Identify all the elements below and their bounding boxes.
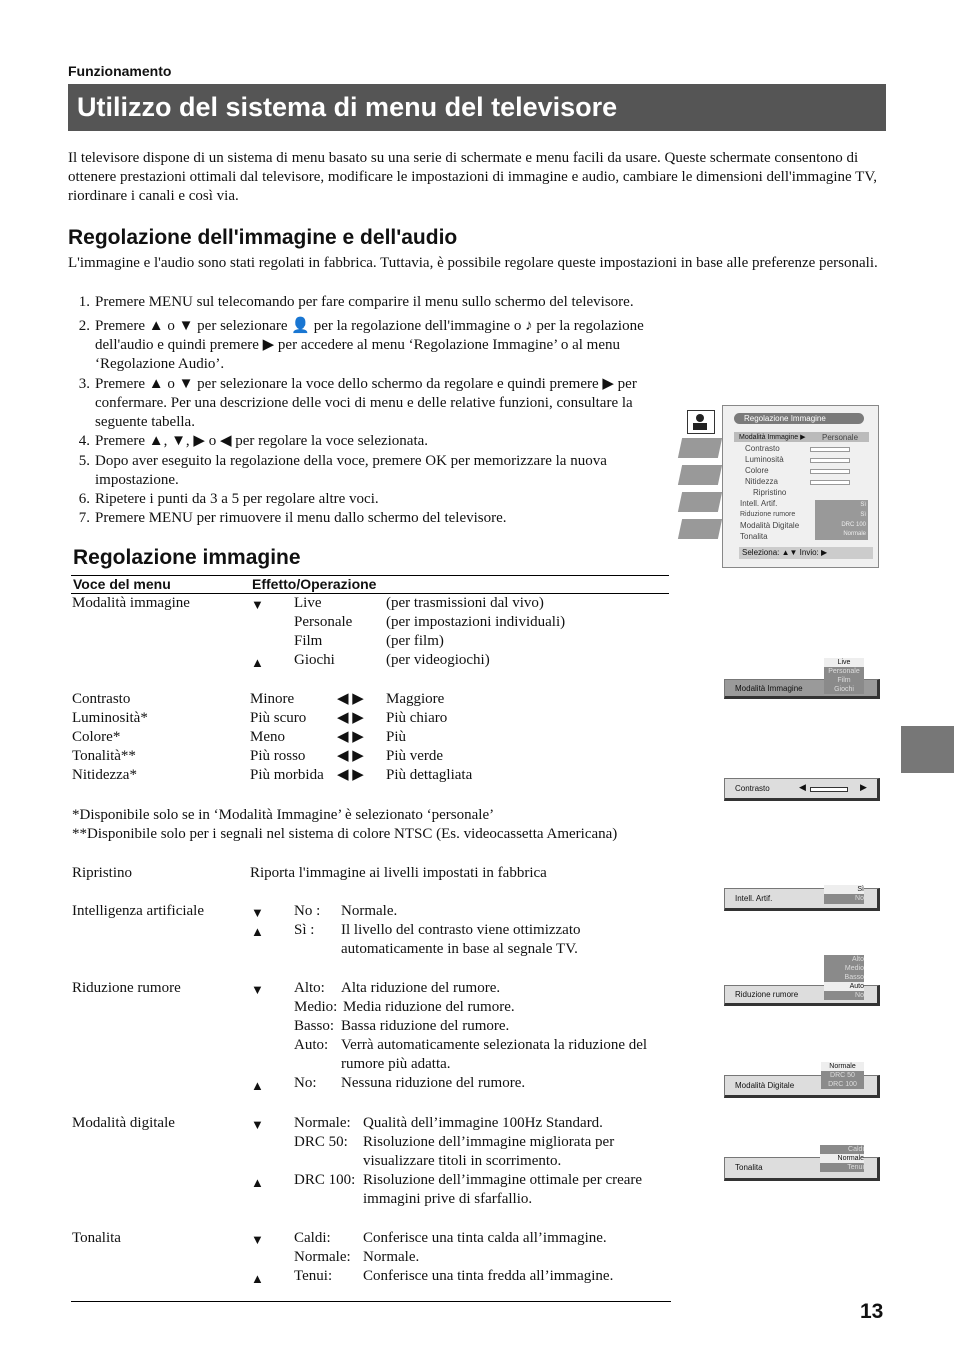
arrow-down-icon: ▼ xyxy=(251,1232,264,1247)
left-right-arrows-icon: ◀ ▶ xyxy=(337,691,364,707)
left-right-arrows-icon: ◀ ▶ xyxy=(337,767,364,783)
arrow-down-icon: ▼ xyxy=(251,597,264,612)
footnote-1: *Disponibile solo se in ‘Modalità Immagine’ è selezionato ‘personale’ xyxy=(72,807,495,823)
left-right-arrows-icon: ◀ ▶ xyxy=(337,710,364,726)
left-right-arrows-icon: ◀ ▶ xyxy=(337,729,364,745)
arrow-down-icon: ▼ xyxy=(251,905,264,920)
osd-panel-tonalita: Tonalita Caldi Normale Tenui xyxy=(724,1145,880,1181)
heading-image: Regolazione immagine xyxy=(73,546,301,569)
row-rumore: Riduzione rumore ▼ ▲ Alto: Alta riduzione del rumore. Medio: Media riduzione del rumore. Basso: Bassa riduzione del rumore. Auto: Verrà automaticamente selezionata la riduzione del rumore più adatta. No: Nessuna riduzione del rumore. xyxy=(72,980,648,1093)
table-header xyxy=(71,575,669,594)
arrow-up-icon: ▲ xyxy=(251,924,264,939)
osd-panel-intell: Intell. Artif. Sì No xyxy=(724,885,880,911)
side-tab xyxy=(901,726,954,773)
arrow-up-icon: ▲ xyxy=(251,1175,264,1190)
picture-icon xyxy=(687,410,715,434)
left-right-arrows-icon: ◀ ▶ xyxy=(337,748,364,764)
osd-panel-modalita: Modalità Immagine Live Personale Film Giochi xyxy=(724,658,880,700)
arrow-right-icon: ▶ xyxy=(860,782,867,792)
col-header-item: Voce del menu xyxy=(73,576,171,592)
osd-panel-contrasto: Contrasto ◀ ▶ xyxy=(724,778,880,801)
row-modalita: Modalità immagine ▼ ▲ Live (per trasmissioni dal vivo) Personale (per impostazioni individuali) Film (per film) Giochi (per videogiochi) xyxy=(72,595,566,670)
osd-slider xyxy=(810,447,850,452)
osd-panel-digitale: Modalità Digitale Normale DRC 50 DRC 100 xyxy=(724,1062,880,1098)
preset-icon xyxy=(678,519,722,539)
arrow-up-icon: ▲ xyxy=(251,1271,264,1286)
osd-mode-row: Modalità Immagine ▶ Personale xyxy=(734,432,869,442)
arrow-up-icon: ▲ xyxy=(251,655,264,670)
arrow-left-icon: ◀ xyxy=(799,782,806,792)
col-header-effect: Effetto/Operazione xyxy=(252,576,377,592)
sound-icon xyxy=(678,438,722,458)
row-tonalita: Tonalita ▼ ▲ Caldi: Conferisce una tinta calda all’immagine. Normale: Normale. Tenui: Conferisce una tinta fredda all’immagine. xyxy=(72,1230,614,1286)
arrow-down-icon: ▼ xyxy=(251,1117,264,1132)
footnote-2: **Disponibile solo per i segnali nel sistema di colore NTSC (Es. videocassetta Americana) xyxy=(72,826,618,842)
page-title: Utilizzo del sistema di menu del televisore xyxy=(68,84,886,131)
osd-footer: Seleziona: ▲▼ Invio: ▶ xyxy=(739,547,873,559)
osd-values: Sì Sì DRC 100 Normale xyxy=(815,500,868,540)
arrow-down-icon: ▼ xyxy=(251,982,264,997)
rows-sliders: Contrasto Minore ◀ ▶ Maggiore Luminosità* Più scuro ◀ ▶ Più chiaro Colore* Meno ◀ ▶ Più Tonalità** Più rosso ◀ ▶ Più verde Nitidezza* Più morbida ◀ ▶ Più dettagliata xyxy=(72,691,473,783)
osd-slider xyxy=(810,458,850,463)
features-icon xyxy=(678,465,722,485)
osd-panel-rumore: Riduzione rumore Alto Medio Basso Auto No xyxy=(724,955,880,1006)
audio-intro: L'immagine e l'audio sono stati regolati in fabbrica. Tuttavia, è possibile regolare queste impostazioni in base alle preferenze personali. xyxy=(68,255,878,271)
row-intell: Intelligenza artificiale ▼ ▲ No : Normale. Sì : Il livello del contrasto viene ottimizzato automaticamente in base al segnale TV. xyxy=(72,903,581,957)
contrast-slider xyxy=(810,787,848,792)
osd-icon-column xyxy=(680,405,720,568)
osd-slider xyxy=(810,480,850,485)
osd-title: Regolazione Immagine xyxy=(734,413,864,424)
osd-slider xyxy=(810,469,850,474)
arrow-up-icon: ▲ xyxy=(251,1078,264,1093)
section-label: Funzionamento xyxy=(68,63,172,79)
setup-icon xyxy=(678,492,722,512)
row-digitale: Modalità digitale ▼ ▲ Normale: Qualità dell’immagine 100Hz Standard. DRC 50: Risoluzione dell’immagine migliorata per visualizzare titoli in scorrimento. DRC 100: Risoluzione dell’immagine ottimale per creare immagini prive di sfarfallio. xyxy=(72,1115,643,1207)
page-number: 13 xyxy=(860,1300,884,1323)
row-ripristino-label: Ripristino xyxy=(72,865,133,881)
osd-main-menu xyxy=(680,405,880,568)
osd-panel: Regolazione Immagine Modalità Immagine ▶ Personale Contrasto Luminosità Colore Nitidezza Ripristino Intell. Artif. Riduzione rumore Modalità Digitale Tonalita Sì Sì DRC 100 Normale Seleziona: ▲▼ Invio: ▶ xyxy=(722,405,879,568)
steps-list: 1. Premere MENU sul telecomando per fare comparire il menu sullo schermo del televisore. 2. Premere ▲ o ▼ per selezionare 👤 per la regolazione dell'immagine o ♪ per la regolazione dell'audio e quindi premere ▶ per accedere al menu ‘Regolazione Immagine’ o al menu ‘Regolazione Audio’. 3. Premere ▲ o ▼ per selezionare la voce dello schermo da regolare e quindi premere ▶ per confermare. Per una descrizione delle voci di menu e delle relative funzioni, consultare la seguente tabella. 4. Premere ▲, ▼, ▶ o ◀ per regolare la voce selezionata. 5. Dopo aver eseguito la regolazione della voce, premere OK per memorizzare la nuova impostazione. 6. Ripetere i punti da 3 a 5 per regolare altre voci. 7. Premere MENU per rimuovere il menu dallo schermo del televisore. xyxy=(78,294,644,526)
heading-audio: Regolazione dell'immagine e dell'audio xyxy=(68,226,458,249)
row-ripristino-desc: Riporta l'immagine ai livelli impostati in fabbrica xyxy=(250,865,547,881)
bottom-rule xyxy=(71,1301,671,1302)
intro-paragraph: Il televisore dispone di un sistema di menu basato su una serie di schermate e menu facili da usare. Queste schermate consentono di ottenere prestazioni ottimali dal televisore, modificare le impostazioni di immagine e audio, cambiare le dimensioni dell'immagine TV, riordinare i canali e così via. xyxy=(68,150,877,204)
